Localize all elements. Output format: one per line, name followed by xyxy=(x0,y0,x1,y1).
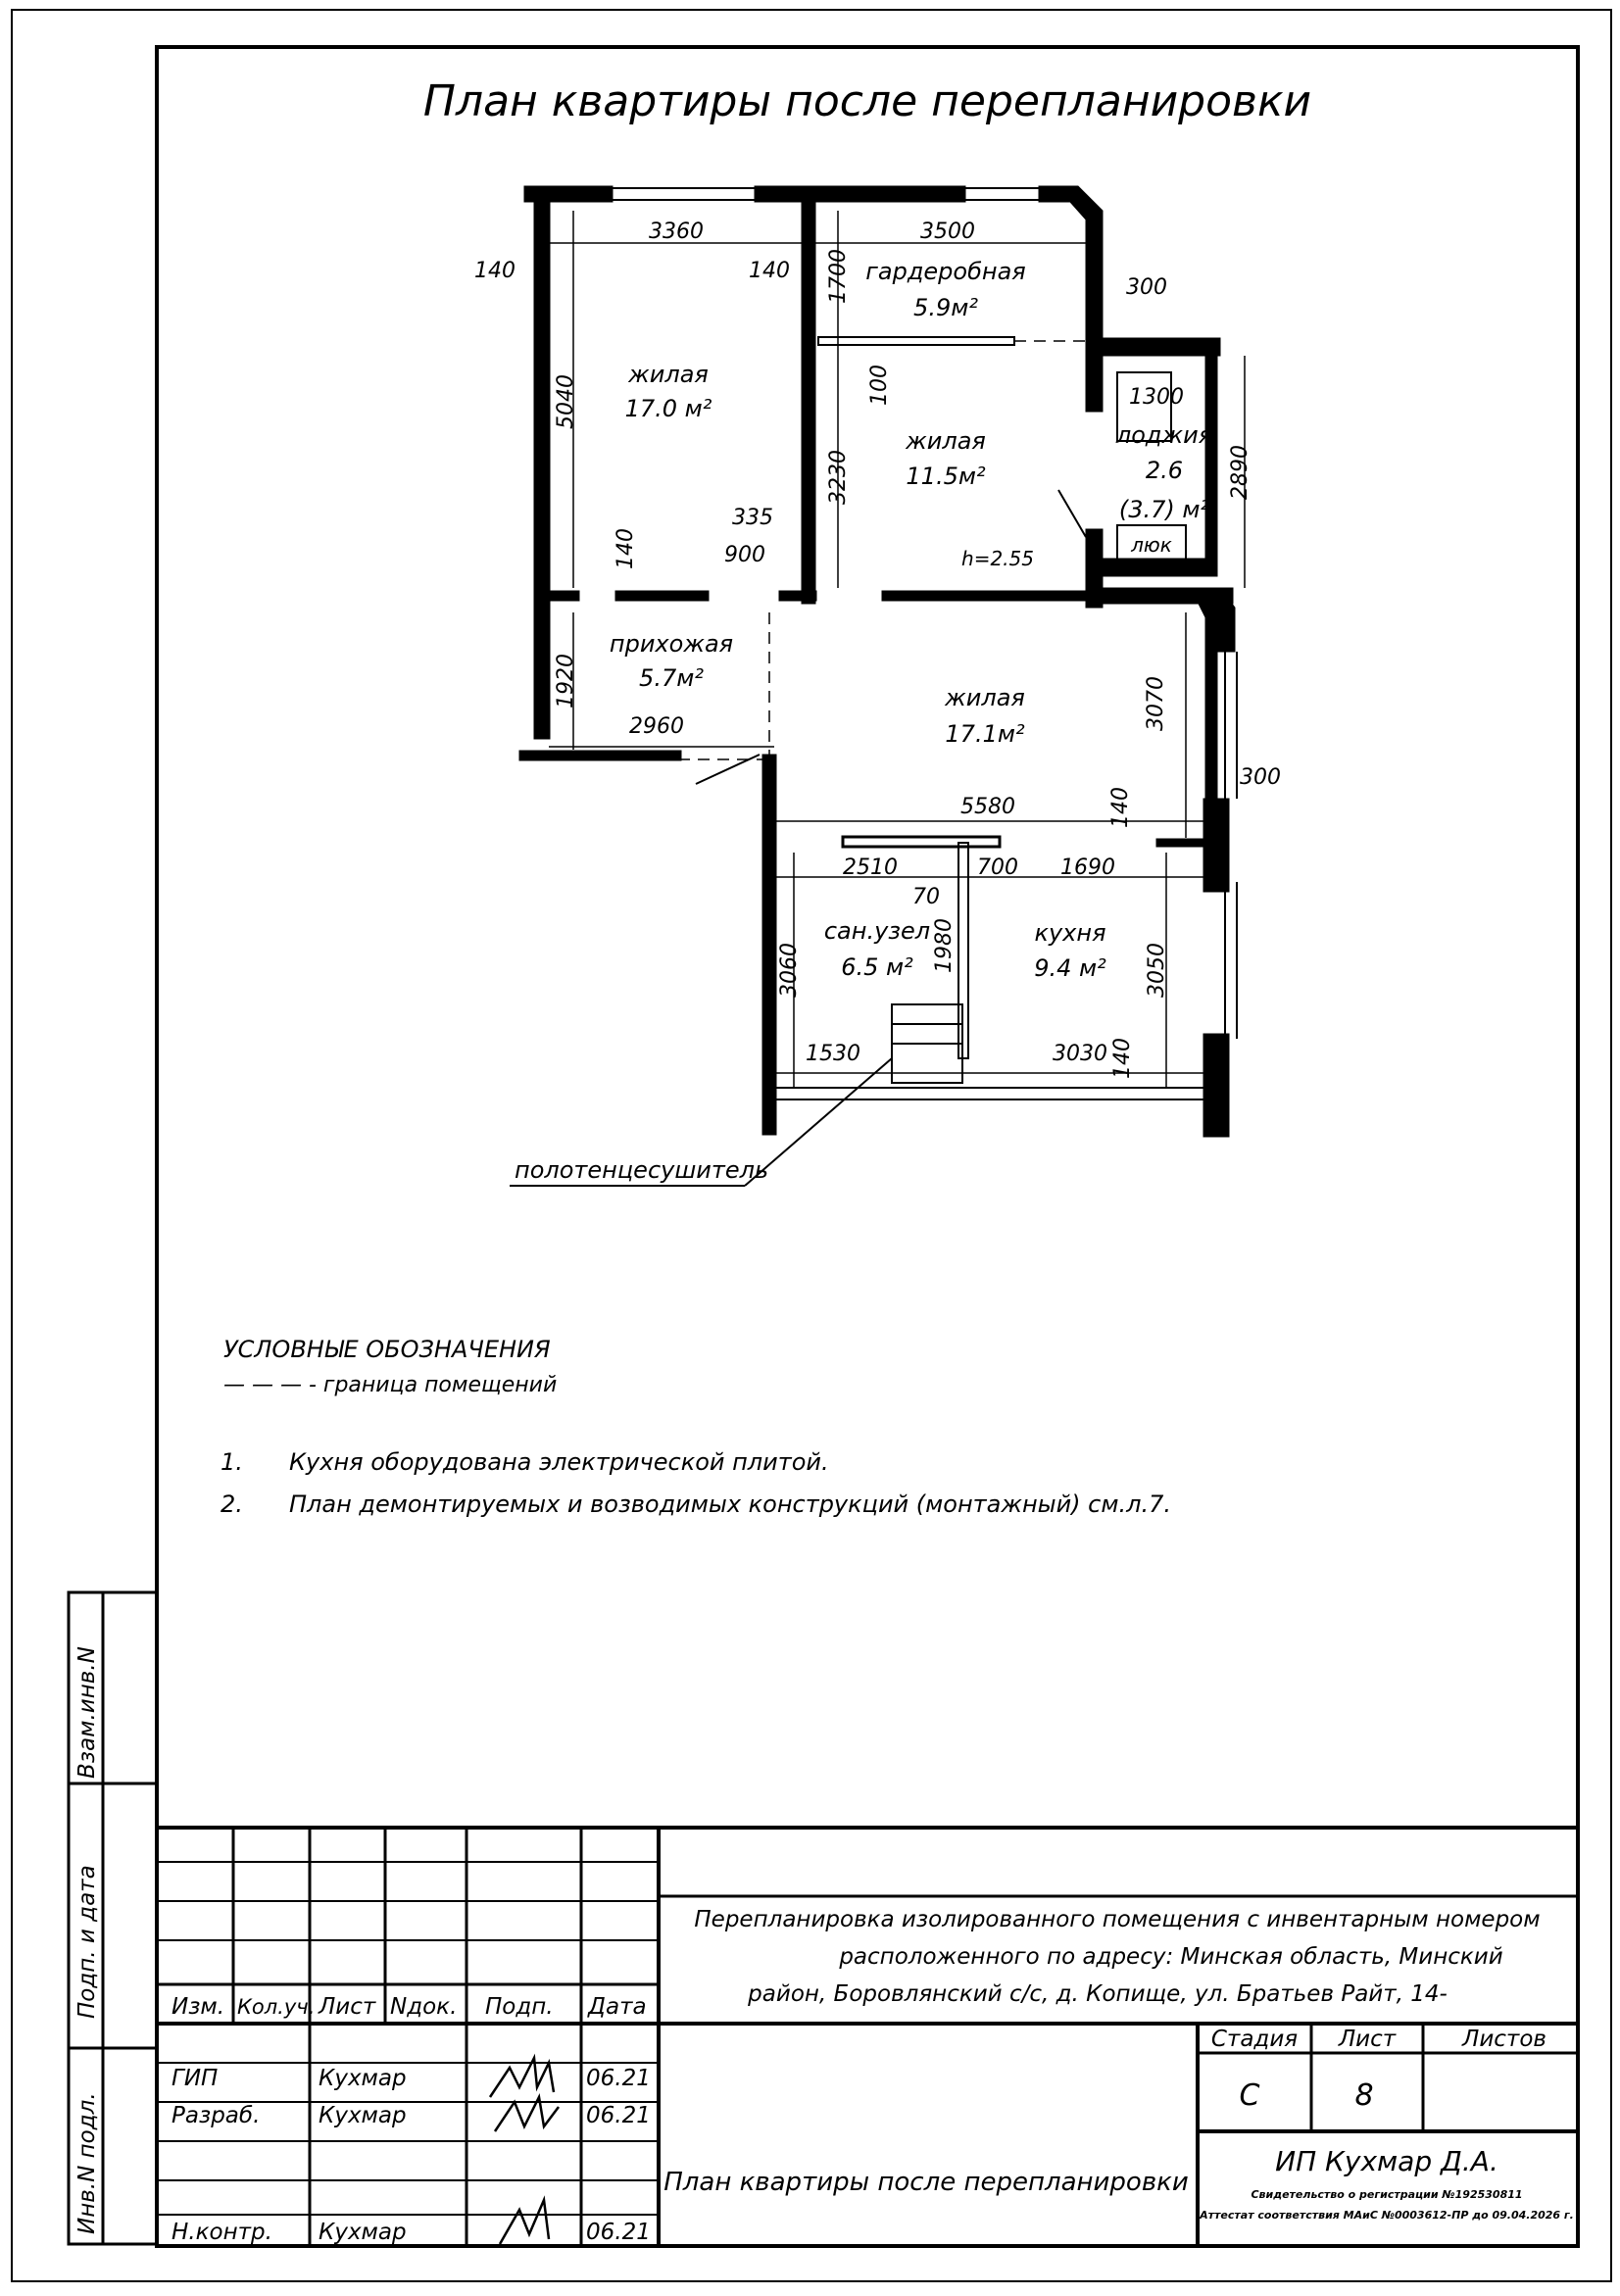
dimension: 3060 xyxy=(777,943,802,998)
dimension: 140 xyxy=(1108,787,1133,828)
stamp-header: Кол.уч. xyxy=(237,1995,316,2019)
dimension: 1980 xyxy=(932,918,957,973)
dimension: 140 xyxy=(749,259,790,283)
project-line-1: Перепланировка изолированного помещения с инвентарным номером xyxy=(694,1907,1541,1932)
room-label: сан.узел xyxy=(823,917,931,945)
sheet-value: 8 xyxy=(1354,2078,1374,2113)
room-area-extra: (3.7) м² xyxy=(1118,496,1210,523)
room-area: 11.5м² xyxy=(906,463,986,490)
dimension: 3500 xyxy=(920,220,975,244)
stage-value: С xyxy=(1239,2078,1260,2113)
note-number: 2. xyxy=(221,1490,243,1518)
note-text: План демонтируемых и возводимых конструкций (монтажный) см.л.7. xyxy=(289,1490,1171,1518)
dimension: 1690 xyxy=(1060,855,1115,880)
side-label: Подп. и дата xyxy=(74,1865,100,2019)
room-label: лоджия xyxy=(1115,421,1213,449)
stamp-name: Кухмар xyxy=(319,2103,407,2128)
room-area: 5.7м² xyxy=(639,664,704,692)
dimension: 700 xyxy=(977,855,1018,880)
stamp-date: 06.21 xyxy=(586,2066,651,2091)
floor-plan xyxy=(510,186,1245,1186)
room-area: 5.9м² xyxy=(913,294,978,321)
dimension: 2510 xyxy=(843,855,898,880)
note-number: 1. xyxy=(221,1448,243,1476)
dimension: 70 xyxy=(912,885,940,909)
stamp-header: Дата xyxy=(588,1994,647,2020)
room-area: 2.6 xyxy=(1145,457,1184,484)
dimension: 3030 xyxy=(1053,1042,1107,1066)
room-area: 17.1м² xyxy=(945,720,1025,748)
signature-graphic xyxy=(490,2058,559,2244)
company-cert: Свидетельство о регистрации №192530811 xyxy=(1251,2188,1523,2201)
company-attest: Аттестат соответствия МАиС №0003612-ПР до 09.04.2026 г. xyxy=(1200,2209,1574,2222)
stamp-header: Подп. xyxy=(485,1994,554,2020)
stamp-name: Кухмар xyxy=(319,2066,407,2091)
doc-title: План квартиры после перепланировки xyxy=(663,2168,1189,2197)
dimension: 335 xyxy=(732,506,773,530)
sheet-label: Лист xyxy=(1338,2027,1397,2052)
plan-title: План квартиры после перепланировки xyxy=(422,76,1312,126)
stamp-header: Изм. xyxy=(172,1994,225,2020)
dimension: 140 xyxy=(1110,1038,1135,1079)
room-area: 17.0 м² xyxy=(624,395,712,422)
legend-dash-item: — — — - граница помещений xyxy=(223,1373,558,1397)
room-label: кухня xyxy=(1034,919,1106,947)
dimension: 1300 xyxy=(1129,385,1184,410)
stamp-header: Nдок. xyxy=(390,1994,458,2020)
dimension: 300 xyxy=(1240,765,1281,790)
side-label: Взам.инв.N xyxy=(74,1646,100,1779)
dimension: 140 xyxy=(614,528,638,569)
room-area: 6.5 м² xyxy=(841,953,913,981)
stamp-role: Н.контр. xyxy=(172,2220,272,2245)
side-label: Инв.N подл. xyxy=(74,2092,100,2234)
note-text: Кухня оборудована электрической плитой. xyxy=(289,1448,829,1476)
dimension: 3050 xyxy=(1145,943,1169,998)
project-line-2: расположенного по адресу: Минская область, Минский xyxy=(839,1944,1503,1970)
dimension: 900 xyxy=(724,543,765,567)
dimension: 140 xyxy=(474,259,515,283)
dimension: 3070 xyxy=(1144,676,1168,731)
ceiling-height: h=2.55 xyxy=(961,547,1034,570)
dimension: 2890 xyxy=(1228,445,1252,500)
stage-label: Стадия xyxy=(1210,2027,1299,2052)
stamp-header: Лист xyxy=(319,1994,376,2020)
legend-heading: УСЛОВНЫЕ ОБОЗНАЧЕНИЯ xyxy=(223,1336,551,1363)
sheets-label: Листов xyxy=(1462,2027,1546,2052)
dimension: 100 xyxy=(867,365,892,406)
dimension: 3230 xyxy=(826,450,851,505)
callout-label: полотенцесушитель xyxy=(515,1156,769,1184)
room-label: жилая xyxy=(628,361,709,388)
stamp-name: Кухмар xyxy=(319,2220,407,2245)
room-labels xyxy=(515,258,1212,1184)
room-label: жилая xyxy=(906,427,986,455)
stamp-date: 06.21 xyxy=(586,2103,651,2128)
room-area: 9.4 м² xyxy=(1034,954,1106,982)
dimension: 5040 xyxy=(554,374,578,429)
room-label: прихожая xyxy=(609,630,734,658)
project-line-3: район, Боровлянский с/с, д. Копище, ул. Братьев Райт, 14- xyxy=(748,1981,1448,2007)
room-label: гардеробная xyxy=(865,258,1026,285)
dimension: 1700 xyxy=(826,249,851,304)
company-name: ИП Кухмар Д.А. xyxy=(1275,2145,1498,2177)
stamp-role: ГИП xyxy=(172,2066,219,2091)
room-label: жилая xyxy=(945,684,1025,711)
stamp-date: 06.21 xyxy=(586,2220,651,2245)
dimension: 5580 xyxy=(960,795,1015,819)
stamp-role: Разраб. xyxy=(172,2103,261,2128)
hatch-label: люк xyxy=(1131,533,1172,557)
dimension: 1530 xyxy=(806,1042,860,1066)
dimension: 300 xyxy=(1126,275,1167,300)
dimension: 2960 xyxy=(629,714,684,739)
dimension: 1920 xyxy=(554,654,578,708)
dimension: 3360 xyxy=(649,220,704,244)
